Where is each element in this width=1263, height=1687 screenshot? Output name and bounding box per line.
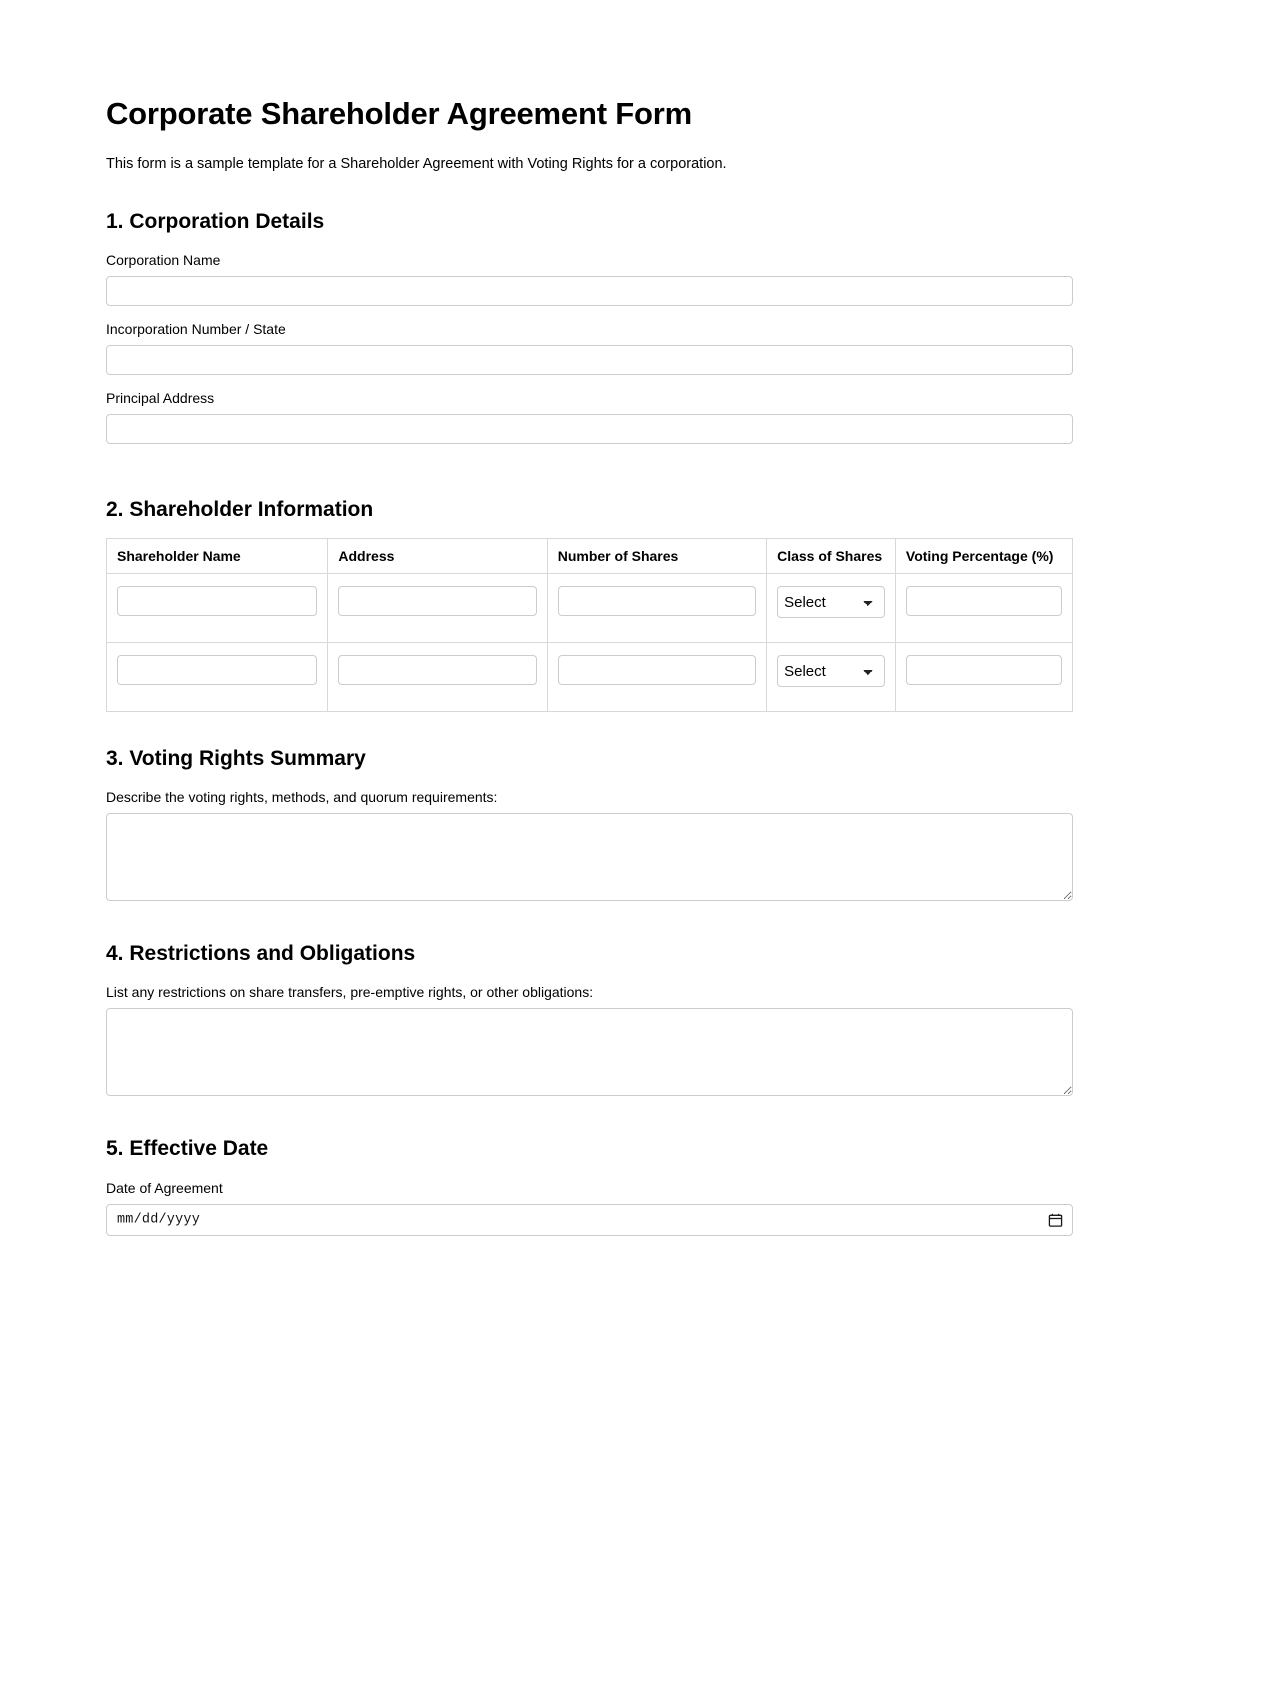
table-row [107,643,1073,712]
table-row [107,574,1073,643]
corporation-name-input[interactable] [106,276,1073,306]
column-header-class-of-shares: Class of Shares [767,539,896,574]
shareholder-name-input-row-2[interactable] [117,655,317,685]
field-principal-address [106,388,1073,444]
calendar-icon[interactable] [1048,1212,1063,1227]
voting-rights-summary-textarea[interactable] [106,813,1073,901]
date-of-agreement-field [106,1204,1073,1236]
section-heading-effective-date: 5. Effective Date [106,1137,269,1161]
label-principal-address: Principal Address [106,389,215,406]
section-spacer [106,901,1073,941]
column-header-address: Address [328,539,547,574]
date-format-hint: mm/dd/yyyy [117,1212,201,1228]
table-header-row [107,539,1073,574]
section-heading-corporation-details: 1. Corporation Details [106,209,325,233]
voting-percentage-input-row-2[interactable] [906,655,1062,685]
label-corporation-name: Corporation Name [106,251,221,268]
section-spacer [106,457,1073,497]
field-incorporation-number-state [106,319,1073,375]
shareholder-name-input-row-1[interactable] [117,586,317,616]
address-input-row-1[interactable] [338,586,536,616]
cell-address [328,643,547,712]
cell-voting-percentage [895,574,1072,643]
cell-class-of-shares [767,574,896,643]
form-intro-text: This form is a sample template for a Shareholder Agreement with Voting Rights for a corporation. [106,155,727,172]
section-shareholder-information [106,497,1073,712]
label-voting-rights-summary: Describe the voting rights, methods, and quorum requirements: [106,789,498,806]
address-input-row-2[interactable] [338,655,536,685]
column-header-shareholder-name: Shareholder Name [107,539,328,574]
class-of-shares-select-row-2[interactable] [777,655,885,687]
label-date-of-agreement: Date of Agreement [106,1179,223,1196]
column-header-voting-percentage: Voting Percentage (%) [895,539,1072,574]
voting-percentage-input-row-1[interactable] [906,586,1062,616]
class-of-shares-select-row-1[interactable] [777,586,885,618]
shareholder-table [106,538,1073,712]
incorporation-number-state-input[interactable] [106,345,1073,375]
section-heading-voting-rights-summary: 3. Voting Rights Summary [106,747,366,771]
label-restrictions-and-obligations: List any restrictions on share transfers, pre-emptive rights, or other obligations: [106,984,594,1001]
section-voting-rights-summary [106,746,1073,901]
column-header-number-of-shares: Number of Shares [547,539,766,574]
label-incorporation-number-state: Incorporation Number / State [106,320,286,337]
section-restrictions-and-obligations [106,941,1073,1096]
cell-shareholder-name [107,643,328,712]
date-of-agreement-input[interactable] [106,1204,1073,1236]
section-spacer [106,1096,1073,1136]
cell-address [328,574,547,643]
cell-number-of-shares [547,574,766,643]
restrictions-and-obligations-textarea[interactable] [106,1008,1073,1096]
cell-number-of-shares [547,643,766,712]
number-of-shares-input-row-1[interactable] [558,586,756,616]
section-effective-date [106,1136,1073,1235]
section-heading-shareholder-information: 2. Shareholder Information [106,497,374,521]
section-corporation-details [106,209,1073,444]
section-heading-restrictions-and-obligations: 4. Restrictions and Obligations [106,942,416,966]
cell-class-of-shares [767,643,896,712]
page-title: Corporate Shareholder Agreement Form [106,96,692,131]
number-of-shares-input-row-2[interactable] [558,655,756,685]
field-corporation-name [106,250,1073,306]
cell-shareholder-name [107,574,328,643]
section-spacer [106,718,1073,746]
principal-address-input[interactable] [106,414,1073,444]
cell-voting-percentage [895,643,1072,712]
